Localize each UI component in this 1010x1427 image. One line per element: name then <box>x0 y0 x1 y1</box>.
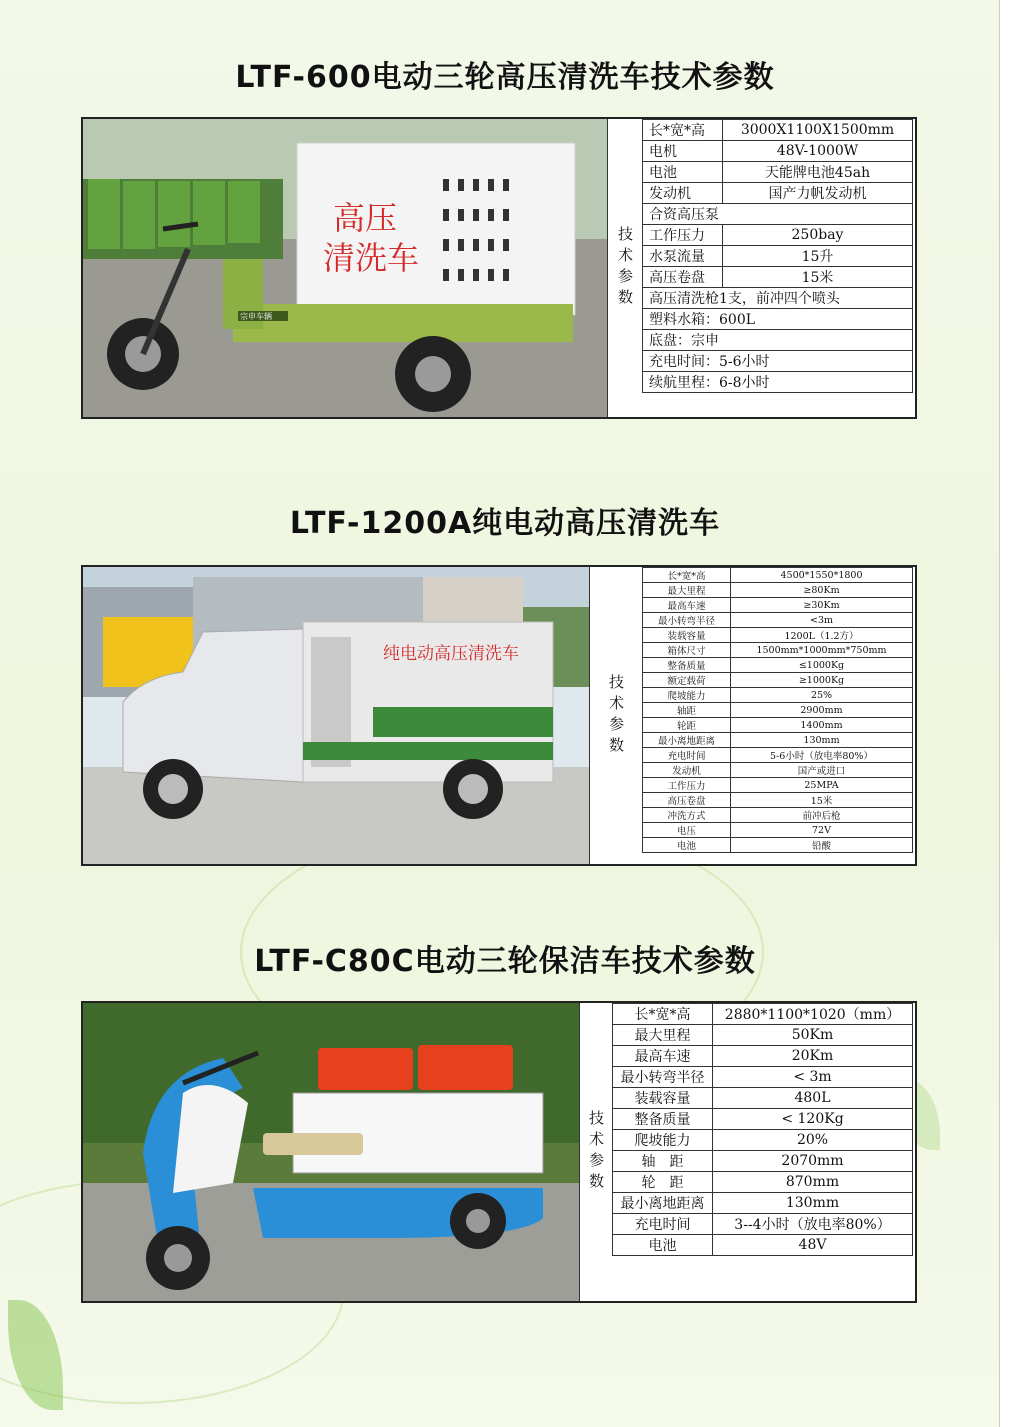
spec-row <box>643 583 913 598</box>
spec-value: 国产力帆发动机 <box>723 183 913 204</box>
spec-section <box>81 117 917 419</box>
spec-key: 最高车速 <box>613 1046 713 1067</box>
spec-value: < 120Kg <box>713 1109 913 1130</box>
spec-value: 4500*1550*1800 <box>731 568 913 583</box>
spec-row <box>643 120 913 141</box>
spec-row <box>643 688 913 703</box>
spec-value: <3m <box>731 613 913 628</box>
spec-key: 最小转弯半径 <box>643 613 731 628</box>
spec-row <box>643 763 913 778</box>
spec-row <box>613 1088 913 1109</box>
spec-section <box>81 565 917 866</box>
spec-key: 工作压力 <box>643 225 723 246</box>
brand-plate: 宗申车辆 <box>240 312 272 321</box>
page-edge <box>999 0 1010 1427</box>
spec-key: 长*宽*高 <box>613 1004 713 1025</box>
spec-row <box>613 1172 913 1193</box>
spec-key: 塑料水箱：600L <box>643 309 913 330</box>
spec-key: 工作压力 <box>643 778 731 793</box>
spec-key: 最高车速 <box>643 598 731 613</box>
spec-key: 整备质量 <box>643 658 731 673</box>
spec-key: 充电时间：5-6小时 <box>643 351 913 372</box>
spec-row <box>643 613 913 628</box>
spec-key: 电池 <box>643 162 723 183</box>
spec-key: 装载容量 <box>643 628 731 643</box>
spec-value: 天能牌电池45ah <box>723 162 913 183</box>
spec-key: 最大里程 <box>613 1025 713 1046</box>
spec-value: 25MPA <box>731 778 913 793</box>
spec-row <box>643 658 913 673</box>
spec-row <box>613 1046 913 1067</box>
spec-row <box>643 246 913 267</box>
tech-params-label: 技术参数 <box>579 1003 613 1301</box>
spec-row <box>613 1109 913 1130</box>
spec-row <box>643 733 913 748</box>
spec-key: 底盘：宗申 <box>643 330 913 351</box>
spec-value: ≥30Km <box>731 598 913 613</box>
spec-key: 爬坡能力 <box>613 1130 713 1151</box>
spec-value: 25% <box>731 688 913 703</box>
spec-value: 50Km <box>713 1025 913 1046</box>
spec-value: ≥1000Kg <box>731 673 913 688</box>
product-photo <box>83 567 589 864</box>
spec-value: 2070mm <box>713 1151 913 1172</box>
tech-params-label: 技术参数 <box>589 567 643 864</box>
spec-row <box>643 598 913 613</box>
spec-row <box>643 778 913 793</box>
spec-key: 续航里程：6-8小时 <box>643 372 913 393</box>
spec-key: 高压卷盘 <box>643 267 723 288</box>
spec-table <box>642 119 913 393</box>
spec-key: 箱体尺寸 <box>643 643 731 658</box>
spec-key: 轮 距 <box>613 1172 713 1193</box>
spec-row <box>643 162 913 183</box>
spec-key: 长*宽*高 <box>643 568 731 583</box>
section-title: LTF-600电动三轮高压清洗车技术参数 <box>235 60 775 95</box>
spec-value: 铅酸 <box>731 838 913 853</box>
spec-value: 1200L（1.2方） <box>731 628 913 643</box>
spec-value: 2900mm <box>731 703 913 718</box>
spec-value: 20% <box>713 1130 913 1151</box>
spec-key: 装载容量 <box>613 1088 713 1109</box>
section-title: LTF-C80C电动三轮保洁车技术参数 <box>254 944 756 979</box>
spec-row <box>613 1235 913 1256</box>
spec-table <box>642 567 913 853</box>
spec-value: 250bay <box>723 225 913 246</box>
spec-key: 最大里程 <box>643 583 731 598</box>
section-title: LTF-1200A纯电动高压清洗车 <box>289 506 721 541</box>
spec-table <box>612 1003 913 1256</box>
spec-row <box>613 1067 913 1088</box>
spec-row <box>613 1151 913 1172</box>
spec-key: 高压清洗枪1支，前冲四个喷头 <box>643 288 913 309</box>
spec-row <box>643 288 913 309</box>
spec-value: ≤1000Kg <box>731 658 913 673</box>
spec-row <box>643 703 913 718</box>
spec-key: 发动机 <box>643 763 731 778</box>
spec-row <box>613 1130 913 1151</box>
spec-value: 3000X1100X1500mm <box>723 120 913 141</box>
spec-value: ≥80Km <box>731 583 913 598</box>
spec-key: 冲洗方式 <box>643 808 731 823</box>
spec-row <box>643 838 913 853</box>
spec-row <box>643 351 913 372</box>
spec-key: 电机 <box>643 141 723 162</box>
spec-key: 水泵流量 <box>643 246 723 267</box>
spec-key: 轮距 <box>643 718 731 733</box>
spec-row <box>643 793 913 808</box>
spec-key: 电压 <box>643 823 731 838</box>
spec-value: 15升 <box>723 246 913 267</box>
spec-value: 2880*1100*1020（mm） <box>713 1004 913 1025</box>
spec-value: 20Km <box>713 1046 913 1067</box>
spec-key: 充电时间 <box>613 1214 713 1235</box>
spec-row <box>643 748 913 763</box>
spec-key: 最小离地距离 <box>643 733 731 748</box>
spec-key: 最小转弯半径 <box>613 1067 713 1088</box>
spec-row <box>643 330 913 351</box>
spec-value: 国产或进口 <box>731 763 913 778</box>
spec-row <box>643 673 913 688</box>
spec-value: 5-6小时（放电率80%） <box>731 748 913 763</box>
spec-row <box>613 1214 913 1235</box>
spec-row <box>643 141 913 162</box>
spec-row <box>643 309 913 330</box>
spec-key: 充电时间 <box>643 748 731 763</box>
spec-key: 轴 距 <box>613 1151 713 1172</box>
spec-key: 额定载荷 <box>643 673 731 688</box>
spec-table-body <box>643 120 913 393</box>
spec-row <box>613 1025 913 1046</box>
spec-row <box>643 628 913 643</box>
truck-body-text: 纯电动高压清洗车 <box>383 644 519 664</box>
spec-row <box>643 808 913 823</box>
spec-table-body <box>643 568 913 853</box>
spec-key: 发动机 <box>643 183 723 204</box>
product-photo <box>83 1003 579 1301</box>
spec-value: 3--4小时（放电率80%） <box>713 1214 913 1235</box>
spec-key: 整备质量 <box>613 1109 713 1130</box>
spec-key: 最小离地距离 <box>613 1193 713 1214</box>
spec-row <box>613 1004 913 1025</box>
spec-row <box>643 267 913 288</box>
truck-body-text: 清洗车 <box>323 239 420 277</box>
spec-value: 15米 <box>723 267 913 288</box>
spec-row <box>643 204 913 225</box>
spec-value: 1500mm*1000mm*750mm <box>731 643 913 658</box>
spec-row <box>643 718 913 733</box>
spec-value: 48V-1000W <box>723 141 913 162</box>
spec-value: 前冲后枪 <box>731 808 913 823</box>
spec-key: 长*宽*高 <box>643 120 723 141</box>
spec-value: 48V <box>713 1235 913 1256</box>
spec-row <box>643 643 913 658</box>
spec-row <box>643 568 913 583</box>
spec-key: 电池 <box>613 1235 713 1256</box>
spec-key: 爬坡能力 <box>643 688 731 703</box>
spec-key: 高压卷盘 <box>643 793 731 808</box>
tech-params-label: 技术参数 <box>607 119 643 417</box>
spec-value: 480L <box>713 1088 913 1109</box>
spec-row <box>643 823 913 838</box>
spec-value: 870mm <box>713 1172 913 1193</box>
spec-value: 1400mm <box>731 718 913 733</box>
spec-row <box>613 1193 913 1214</box>
spec-value: 130mm <box>713 1193 913 1214</box>
spec-key: 轴距 <box>643 703 731 718</box>
spec-value: 72V <box>731 823 913 838</box>
spec-row <box>643 225 913 246</box>
spec-key: 合资高压泵 <box>643 204 913 225</box>
spec-key: 电池 <box>643 838 731 853</box>
spec-value: < 3m <box>713 1067 913 1088</box>
truck-body-text: 高压 <box>333 199 398 237</box>
spec-value: 15米 <box>731 793 913 808</box>
spec-section <box>81 1001 917 1303</box>
spec-table-body <box>613 1004 913 1256</box>
spec-value: 130mm <box>731 733 913 748</box>
spec-row <box>643 372 913 393</box>
product-photo <box>83 119 607 417</box>
spec-row <box>643 183 913 204</box>
